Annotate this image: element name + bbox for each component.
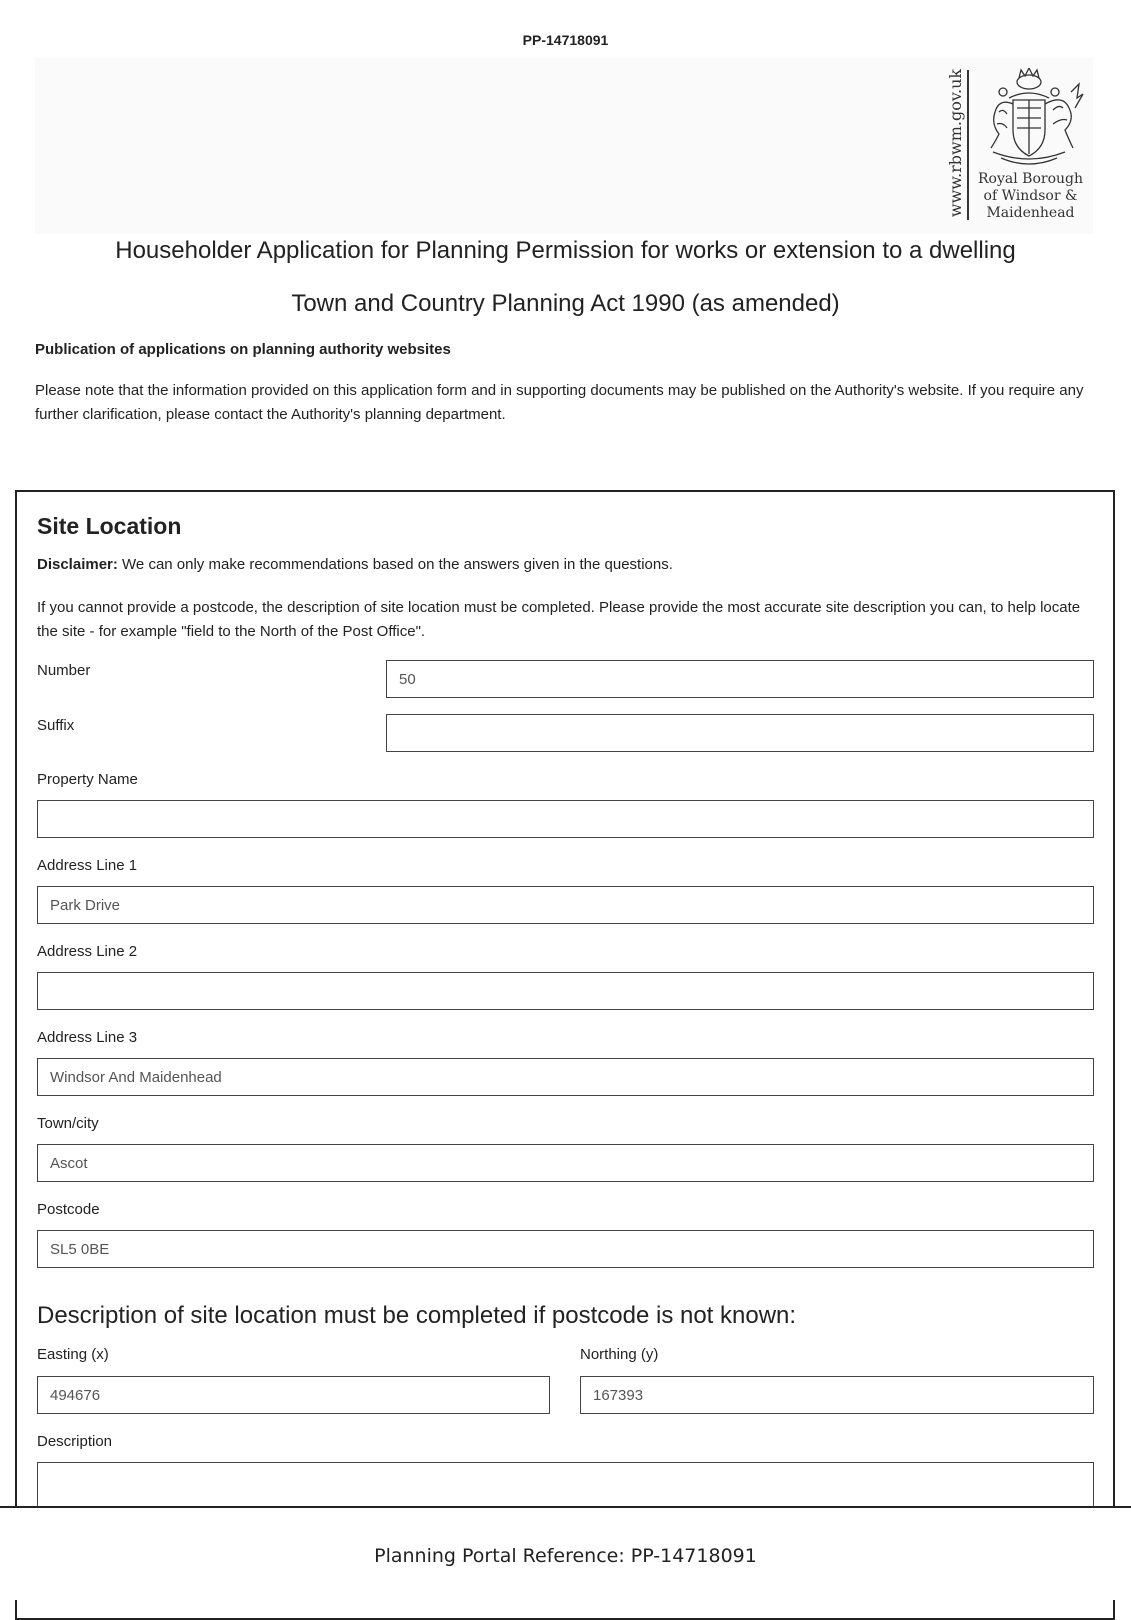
postcode-label: Postcode — [37, 1201, 100, 1218]
northing-label: Northing (y) — [580, 1346, 659, 1363]
postcode-instruction: If you cannot provide a postcode, the description of site location must be completed. Please provide the most accurate site description you can, to help locate the site - for example "field to the North of the Post Office". — [37, 599, 1081, 640]
form-title: Householder Application for Planning Permission for works or extension to a dwelling — [115, 237, 1016, 264]
suffix-label: Suffix — [37, 717, 75, 734]
disclaimer-text: We can only make recommendations based on the answers given in the questions. — [117, 556, 673, 573]
coat-of-arms-icon — [973, 68, 1085, 170]
section-title: Site Location — [37, 513, 182, 539]
council-name-line: of Windsor & — [983, 188, 1078, 204]
easting-field[interactable]: 494676 — [37, 1376, 550, 1414]
town-city-field[interactable]: Ascot — [37, 1144, 1094, 1182]
publication-note: Please note that the information provided on this application form and in supporting documents may be published on the Authority's website. If you require any further clarification, please contact the Authority's planning department. — [35, 382, 1084, 423]
number-label: Number — [37, 662, 91, 679]
council-name-line: Maidenhead — [986, 205, 1075, 221]
publication-heading: Publication of applications on planning authority websites — [35, 341, 451, 358]
council-logo — [940, 68, 1090, 228]
address-line-2-field[interactable] — [37, 972, 1094, 1010]
easting-label: Easting (x) — [37, 1346, 109, 1363]
address-line-3-label: Address Line 3 — [37, 1029, 138, 1046]
address-line-3-field[interactable]: Windsor And Maidenhead — [37, 1058, 1094, 1096]
property-name-label: Property Name — [37, 771, 138, 788]
council-name-line: Royal Borough — [978, 171, 1083, 187]
logo-divider — [967, 70, 969, 220]
description-heading: Description of site location must be completed if postcode is not known: — [37, 1302, 797, 1329]
address-line-1-field[interactable]: Park Drive — [37, 886, 1094, 924]
form-subtitle: Town and Country Planning Act 1990 (as amended) — [291, 290, 840, 317]
council-name — [973, 171, 1088, 222]
disclaimer — [37, 556, 673, 573]
footer-reference: Planning Portal Reference: PP-14718091 — [374, 1545, 757, 1567]
northing-field[interactable]: 167393 — [580, 1376, 1094, 1414]
header-banner — [35, 58, 1093, 234]
description-label: Description — [37, 1433, 113, 1450]
page-reference: PP-14718091 — [522, 32, 609, 48]
number-field[interactable]: 50 — [386, 660, 1094, 698]
address-line-2-label: Address Line 2 — [37, 943, 138, 960]
postcode-field[interactable]: SL5 0BE — [37, 1230, 1094, 1268]
town-city-label: Town/city — [37, 1115, 99, 1132]
disclaimer-label: Disclaimer: — [37, 556, 118, 573]
property-name-field[interactable] — [37, 800, 1094, 838]
suffix-field[interactable] — [386, 714, 1094, 752]
address-line-1-label: Address Line 1 — [37, 857, 138, 874]
council-website: www.rbwm.gov.uk — [946, 68, 965, 218]
